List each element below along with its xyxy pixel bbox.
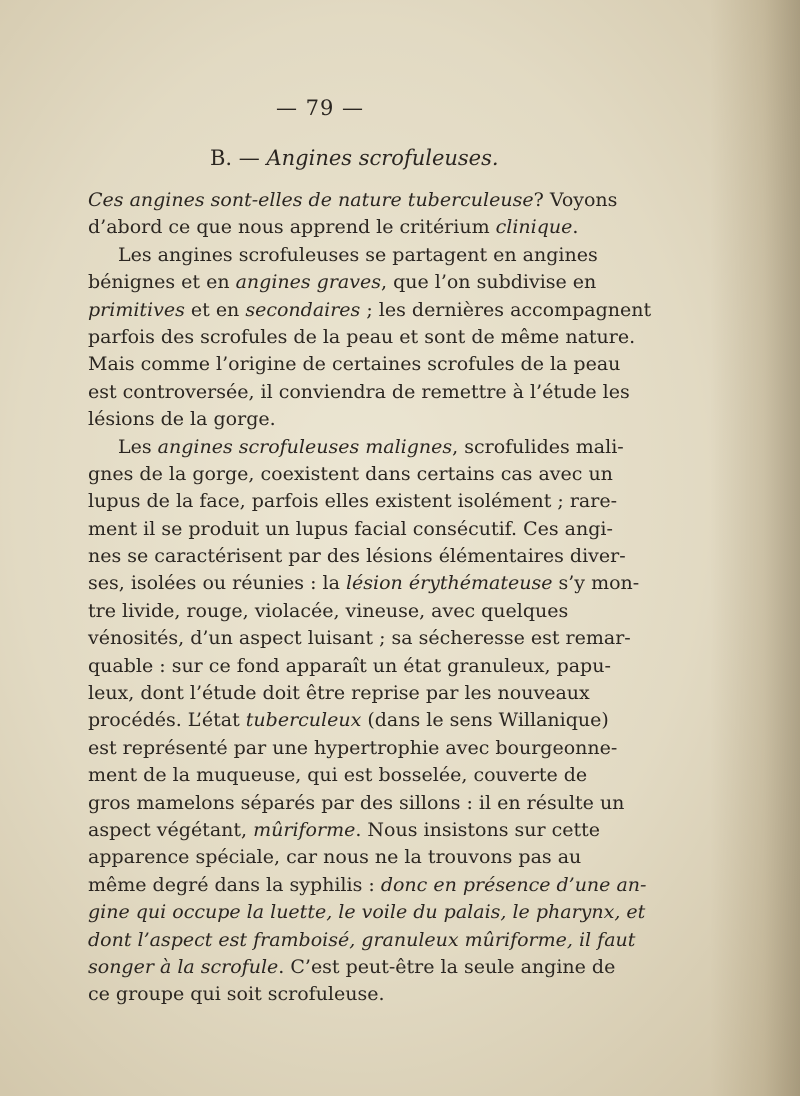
text-run: vénosités, d’un aspect luisant ; sa sécheresse est remar- [88,627,631,650]
text-line [88,214,579,241]
text-run: gros mamelons séparés par des sillons : il en résulte un [88,791,625,814]
text-run: ment il se produit un lupus facial consécutif. Ces angi- [88,517,613,540]
text-line [88,954,616,981]
text-run: aspect végétant, [88,818,254,841]
text-line [88,598,568,625]
text-run: est controversée, il conviendra de remettre à l’étude les [88,380,630,403]
italic-run: lésion érythémateuse [345,572,553,595]
text-run: . [572,216,579,239]
italic-run: mûriforme [253,818,356,841]
text-line [88,242,598,269]
text-line [88,434,624,461]
body-text [88,187,652,1009]
text-run: (dans le sens Willanique) [361,709,609,732]
text-line [88,817,601,844]
text-run: quable : sur ce fond apparaît un état granuleux, papu- [88,654,611,677]
text-run: ? Voyons [533,189,618,211]
text-run: Les [118,435,158,458]
text-line [88,324,636,351]
text-run: lésions de la gorge. [88,408,276,431]
text-line [88,570,640,597]
section-title: Angines scrofuleuses. [266,146,499,170]
text-run: même degré dans la syphilis : [88,873,381,896]
text-run: ment de la muqueuse, qui est bosselée, couverte de [88,764,588,787]
text-run: ; les dernières accompagnent [360,298,652,321]
text-line [88,625,631,652]
text-run: procédés. L’état [88,709,246,732]
text-run: tre livide, rouge, violacée, vineuse, avec quelques [88,599,569,622]
text-line [88,269,597,296]
text-run: . C’est peut-être la seule angine de [278,955,616,978]
text-run: bénignes et en [88,271,236,294]
text-run: , scrofulides mali- [452,435,624,458]
page-edge-shadow [710,0,800,1096]
text-run: ce groupe qui soit scrofuleuse. [88,983,385,1006]
italic-run: songer à la scrofule [88,955,279,978]
italic-run: dont l’aspect est framboisé, granuleux mûriforme, il faut [88,928,636,951]
text-run: parfois des scrofules de la peau et sont de même nature. [88,325,636,348]
italic-run: gine qui occupe la luette, le voile du palais, le pharynx, et [88,901,646,924]
italic-run: angines scrofuleuses malignes [157,435,453,458]
text-line [88,762,588,789]
text-run: s’y mon- [552,572,640,595]
italic-run: angines graves [235,271,381,294]
page-number: — 79 — [275,96,365,120]
text-run: est représenté par une hypertrophie avec bourgeonne- [88,736,618,759]
text-line [88,187,618,214]
text-run: Les angines scrofuleuses se partagent en angines [118,243,598,266]
italic-run: clinique [495,216,573,239]
text-run: gnes de la gorge, coexistent dans certains cas avec un [88,462,613,485]
text-run: lupus de la face, parfois elles existent isolément ; rare- [88,490,617,513]
text-line [88,351,621,378]
text-line [88,927,636,954]
italic-run: donc en présence d’une an- [380,873,647,896]
text-line [88,488,617,515]
text-run: nes se caractérisent par des lésions élémentaires diver- [88,545,626,568]
text-line [88,653,611,680]
text-run: , que l’on subdivise en [380,271,597,294]
text-line [88,899,646,926]
text-run: d’abord ce que nous apprend le critérium [88,216,496,239]
section-prefix: B. — [210,146,267,170]
text-line [88,707,609,734]
text-line [88,543,626,570]
italic-run: tuberculeux [245,709,362,732]
text-run: leux, dont l’étude doit être reprise par les nouveaux [88,682,590,705]
text-line [88,872,647,899]
text-run: apparence spéciale, car nous ne la trouvons pas au [88,846,582,869]
text-line [88,379,630,406]
italic-run: primitives [88,298,185,321]
text-run: ses, isolées ou réunies : la [88,572,346,595]
text-line [88,680,590,707]
text-line [88,790,625,817]
text-line [88,735,618,762]
text-line [88,844,582,871]
text-run: et en [184,298,246,321]
text-line [88,297,652,324]
italic-run: secondaires [245,298,361,321]
section-heading [210,146,499,170]
text-line [88,461,613,488]
text-line [88,981,568,1008]
text-run: . Nous insistons sur cette [355,818,601,841]
text-line [88,516,613,543]
text-line [88,406,568,433]
italic-run: Ces angines sont-elles de nature tuberculeuse [88,189,534,211]
text-run: Mais comme l’origine de certaines scrofules de la peau [88,353,621,376]
